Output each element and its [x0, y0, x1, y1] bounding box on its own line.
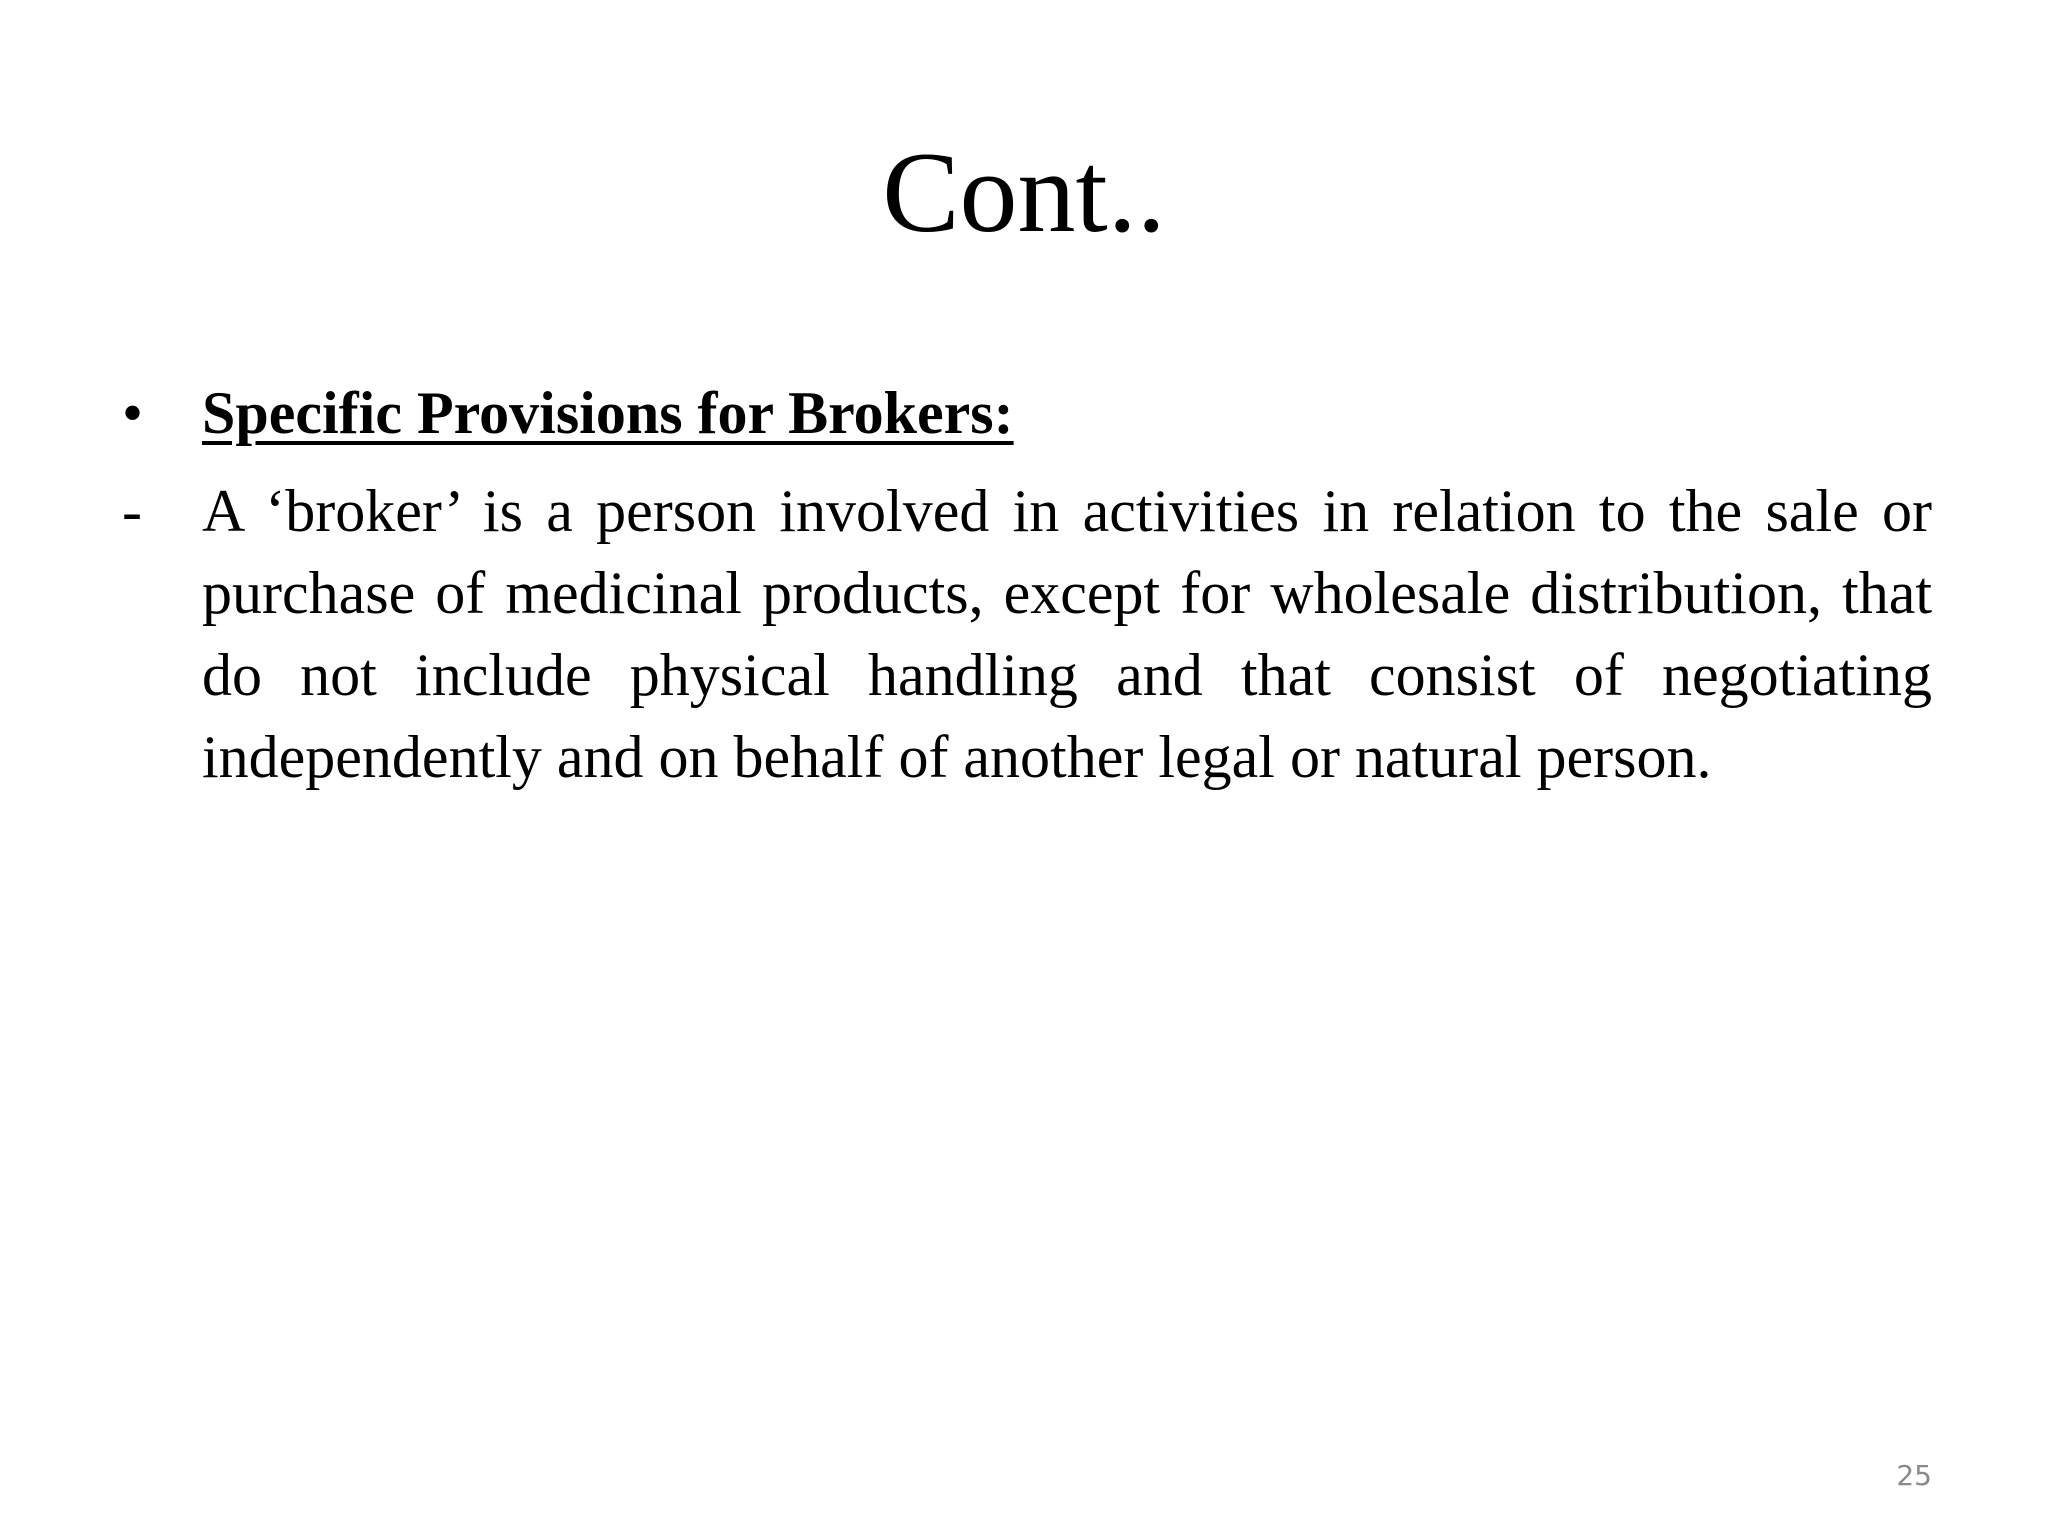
bullet-marker: • — [122, 380, 144, 446]
section-heading: Specific Provisions for Brokers: — [202, 380, 1014, 446]
bullet-item-definition — [0, 470, 2048, 880]
bullet-item-heading — [0, 372, 2048, 454]
page-number: 25 — [1896, 1459, 1932, 1492]
dash-marker: - — [122, 478, 142, 544]
broker-definition-text: A ‘broker’ is a person involved in activities in relation to the sale or purchase of medicinal products, except for wholesale distribution, that do not include physical handling and that consist of negotiating independently and on behalf of another legal or natural person. — [202, 478, 1932, 790]
slide-title: Cont.. — [882, 129, 1166, 257]
